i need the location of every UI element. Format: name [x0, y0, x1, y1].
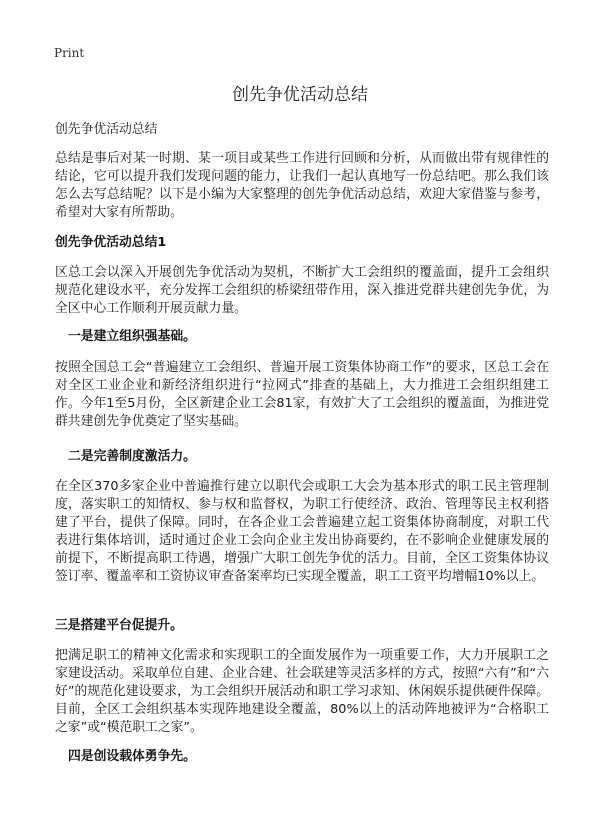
point-1-paragraph: 按照全国总工会“普遍建立工会组织、普遍开展工资集体协商工作”的要求，区总工会在对全区工业企业和新经济组织进行“拉网式”排查的基础上，大力推进工会组织组建工作。今年1至5月份，全区新建企业工会81家，有效扩大了工会组织的覆盖面，为推进党群共建创先争优奠定了坚实基础。: [55, 360, 549, 429]
intro-paragraph: 总结是事后对某一时期、某一项目或某些工作进行回顾和分析，从而做出带有规律性的结论，它可以提升我们发现问题的能力，让我们一起认真地写一份总结吧。那么我们该怎么去写总结呢？以下是小编为大家整理的创先争优活动总结，欢迎大家借鉴与参考，希望对大家有所帮助。: [55, 151, 549, 220]
print-link[interactable]: Print: [54, 46, 85, 60]
point-2-heading: 二是完善制度激活力。: [68, 449, 196, 464]
point-3-heading: 三是搭建平台促提升。: [55, 618, 183, 633]
point-3-paragraph: 把满足职工的精神文化需求和实现职工的全面发展作为一项重要工作，大力开展职工之家建设活动。采取单位自建、企业合建、社会联建等灵活多样的方式，按照“六有”和“六好”的规范化建设要求，为工会组织开展活动和职工学习求知、休闲娱乐提供硬件保障。目前，全区工会组织基本实现阵地建设全覆盖，80%以上的活动阵地被评为“合格职工之家”或“模范职工之家”。: [55, 648, 549, 735]
document-subtitle: 创先争优活动总结: [55, 122, 158, 137]
section-heading-1: 创先争优活动总结1: [55, 235, 167, 250]
point-4-heading: 四是创设载体勇争先。: [68, 749, 196, 764]
section-1-paragraph: 区总工会以深入开展创先争优活动为契机，不断扩大工会组织的覆盖面，提升工会组织规范化建设水平，充分发挥工会组织的桥梁纽带作用，深入推进党群共建创先争优，为全区中心工作顺利开展贡献力量。: [55, 265, 549, 316]
page-title: 创先争优活动总结: [232, 85, 368, 105]
point-2-paragraph: 在全区370多家企业中普遍推行建立以职代会或职工大会为基本形式的职工民主管理制度，落实职工的知情权、参与权和监督权，为职工行使经济、政治、管理等民主权利搭建了平台，提供了保障。同时，在各企业工会普遍建立起工资集体协商制度，对职工代表进行集体培训，适时通过企业工会向企业主发出协商要约，在不影响企业健康发展的前提下，不断提高职工待遇，增强广大职工创先争优的活力。目前，全区工资集体协议签订率、覆盖率和工资协议审查备案率均已实现全覆盖，职工工资平均增幅10%以上。: [55, 479, 549, 584]
point-1-heading: 一是建立组织强基础。: [68, 329, 196, 344]
